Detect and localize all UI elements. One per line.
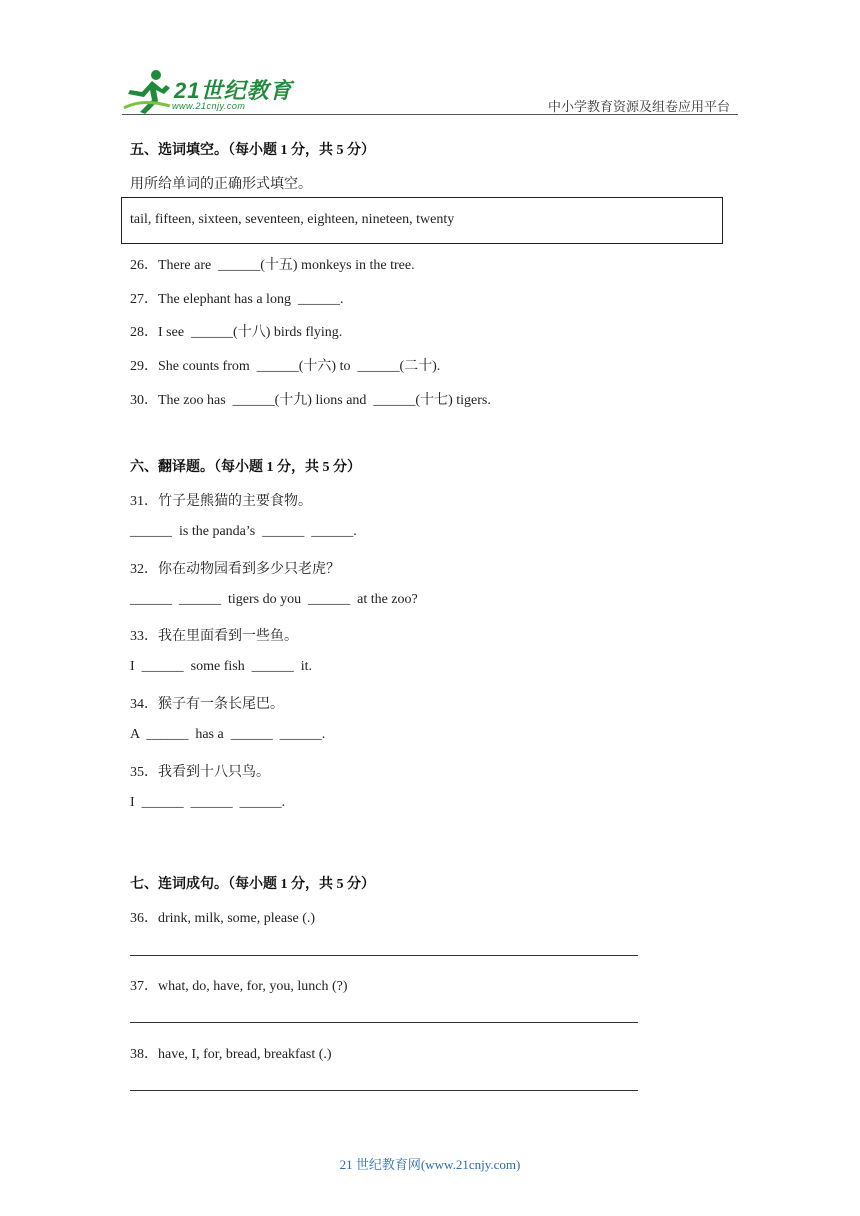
section-5-instruction: 用所给单词的正确形式填空。 (130, 177, 312, 192)
logo-url: www.21cnjy.com (172, 101, 246, 111)
question-33: 33．我在里面看到一些鱼。 (130, 629, 298, 644)
word-box-text: tail, fifteen, sixteen, seventeen, eighteen, nineteen, twenty (130, 212, 455, 227)
section-5-title: 五、选词填空。（每小题 1 分，共 5 分） (130, 143, 375, 158)
word-box (121, 197, 723, 244)
answer-line-37 (130, 1022, 638, 1023)
question-37: 37．what, do, have, for, you, lunch (?) (130, 979, 348, 994)
question-36: 36．drink, milk, some, please (.) (130, 911, 316, 926)
question-32: 32．你在动物园看到多少只老虎？ (130, 562, 340, 577)
question-26: 26．There are ______(十五) monkeys in the tree. (130, 258, 415, 273)
platform-name: 中小学教育资源及组卷应用平台 (547, 99, 730, 114)
section-7-title: 七、连词成句。（每小题 1 分，共 5 分） (130, 877, 375, 892)
question-29: 29．She counts from ______(十六) to ______(二十). (130, 359, 441, 374)
answer-32: ______ ______ tigers do you ______ at the zoo? (130, 592, 418, 607)
answer-35: I ______ ______ ______. (130, 795, 286, 810)
answer-31: ______ is the panda’s ______ ______. (130, 524, 357, 539)
question-30: 30．The zoo has ______(十九) lions and ______(十七) tigers. (130, 393, 491, 408)
question-38: 38．have, I, for, bread, breakfast (.) (130, 1047, 332, 1062)
question-34: 34．猴子有一条长尾巴。 (130, 697, 284, 712)
runner-logo-icon (122, 68, 174, 116)
answer-33: I ______ some fish ______ it. (130, 659, 312, 674)
logo-text: 21世纪教育 (174, 78, 293, 103)
footer-link[interactable]: 21 世纪教育网(www.21cnjy.com) (339, 1157, 521, 1172)
question-28: 28．I see ______(十八) birds flying. (130, 325, 343, 340)
question-27: 27．The elephant has a long ______. (130, 292, 344, 307)
answer-34: A ______ has a ______ ______. (130, 727, 326, 742)
section-6-title: 六、翻译题。（每小题 1 分，共 5 分） (130, 460, 361, 475)
answer-line-36 (130, 955, 638, 956)
header-divider (122, 114, 738, 115)
question-35: 35．我看到十八只鸟。 (130, 765, 270, 780)
site-logo (122, 68, 302, 116)
answer-line-38 (130, 1090, 638, 1091)
question-31: 31．竹子是熊猫的主要食物。 (130, 494, 312, 509)
